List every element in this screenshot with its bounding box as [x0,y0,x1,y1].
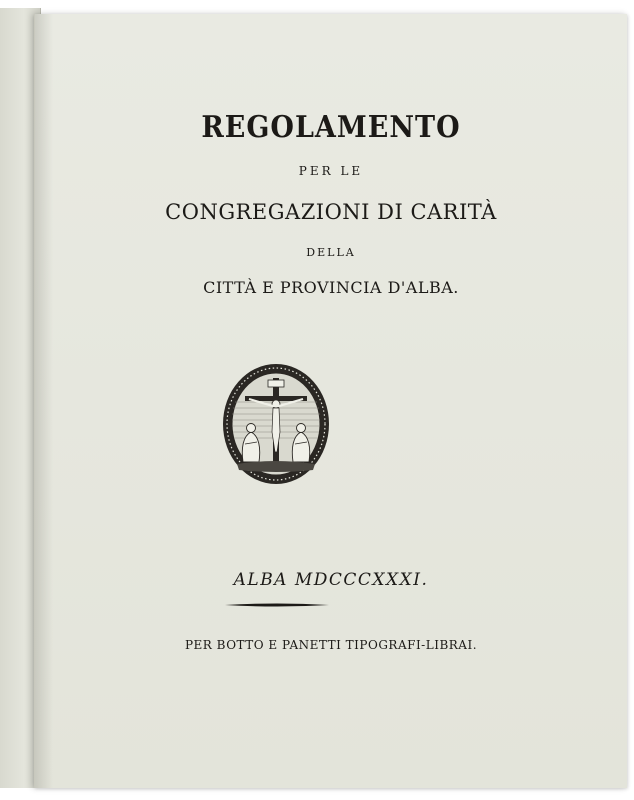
subject-line: CONGREGAZIONI DI CARITÀ [165,200,497,224]
title-page [34,14,627,788]
ornamental-rule [225,602,329,608]
book-title: REGOLAMENTO [201,110,461,145]
per-le-line: PER LE [298,164,364,178]
printer-line: PER BOTTO E PANETTI TIPOGRAFI-LIBRAI. [184,638,478,652]
place-line: CITTÀ E PROVINCIA D'ALBA. [203,278,459,297]
della-line: DELLA [306,246,356,259]
crucifixion-seal-icon [221,362,331,486]
imprint-date: ALBA MDCCCXXXI. [233,570,429,590]
